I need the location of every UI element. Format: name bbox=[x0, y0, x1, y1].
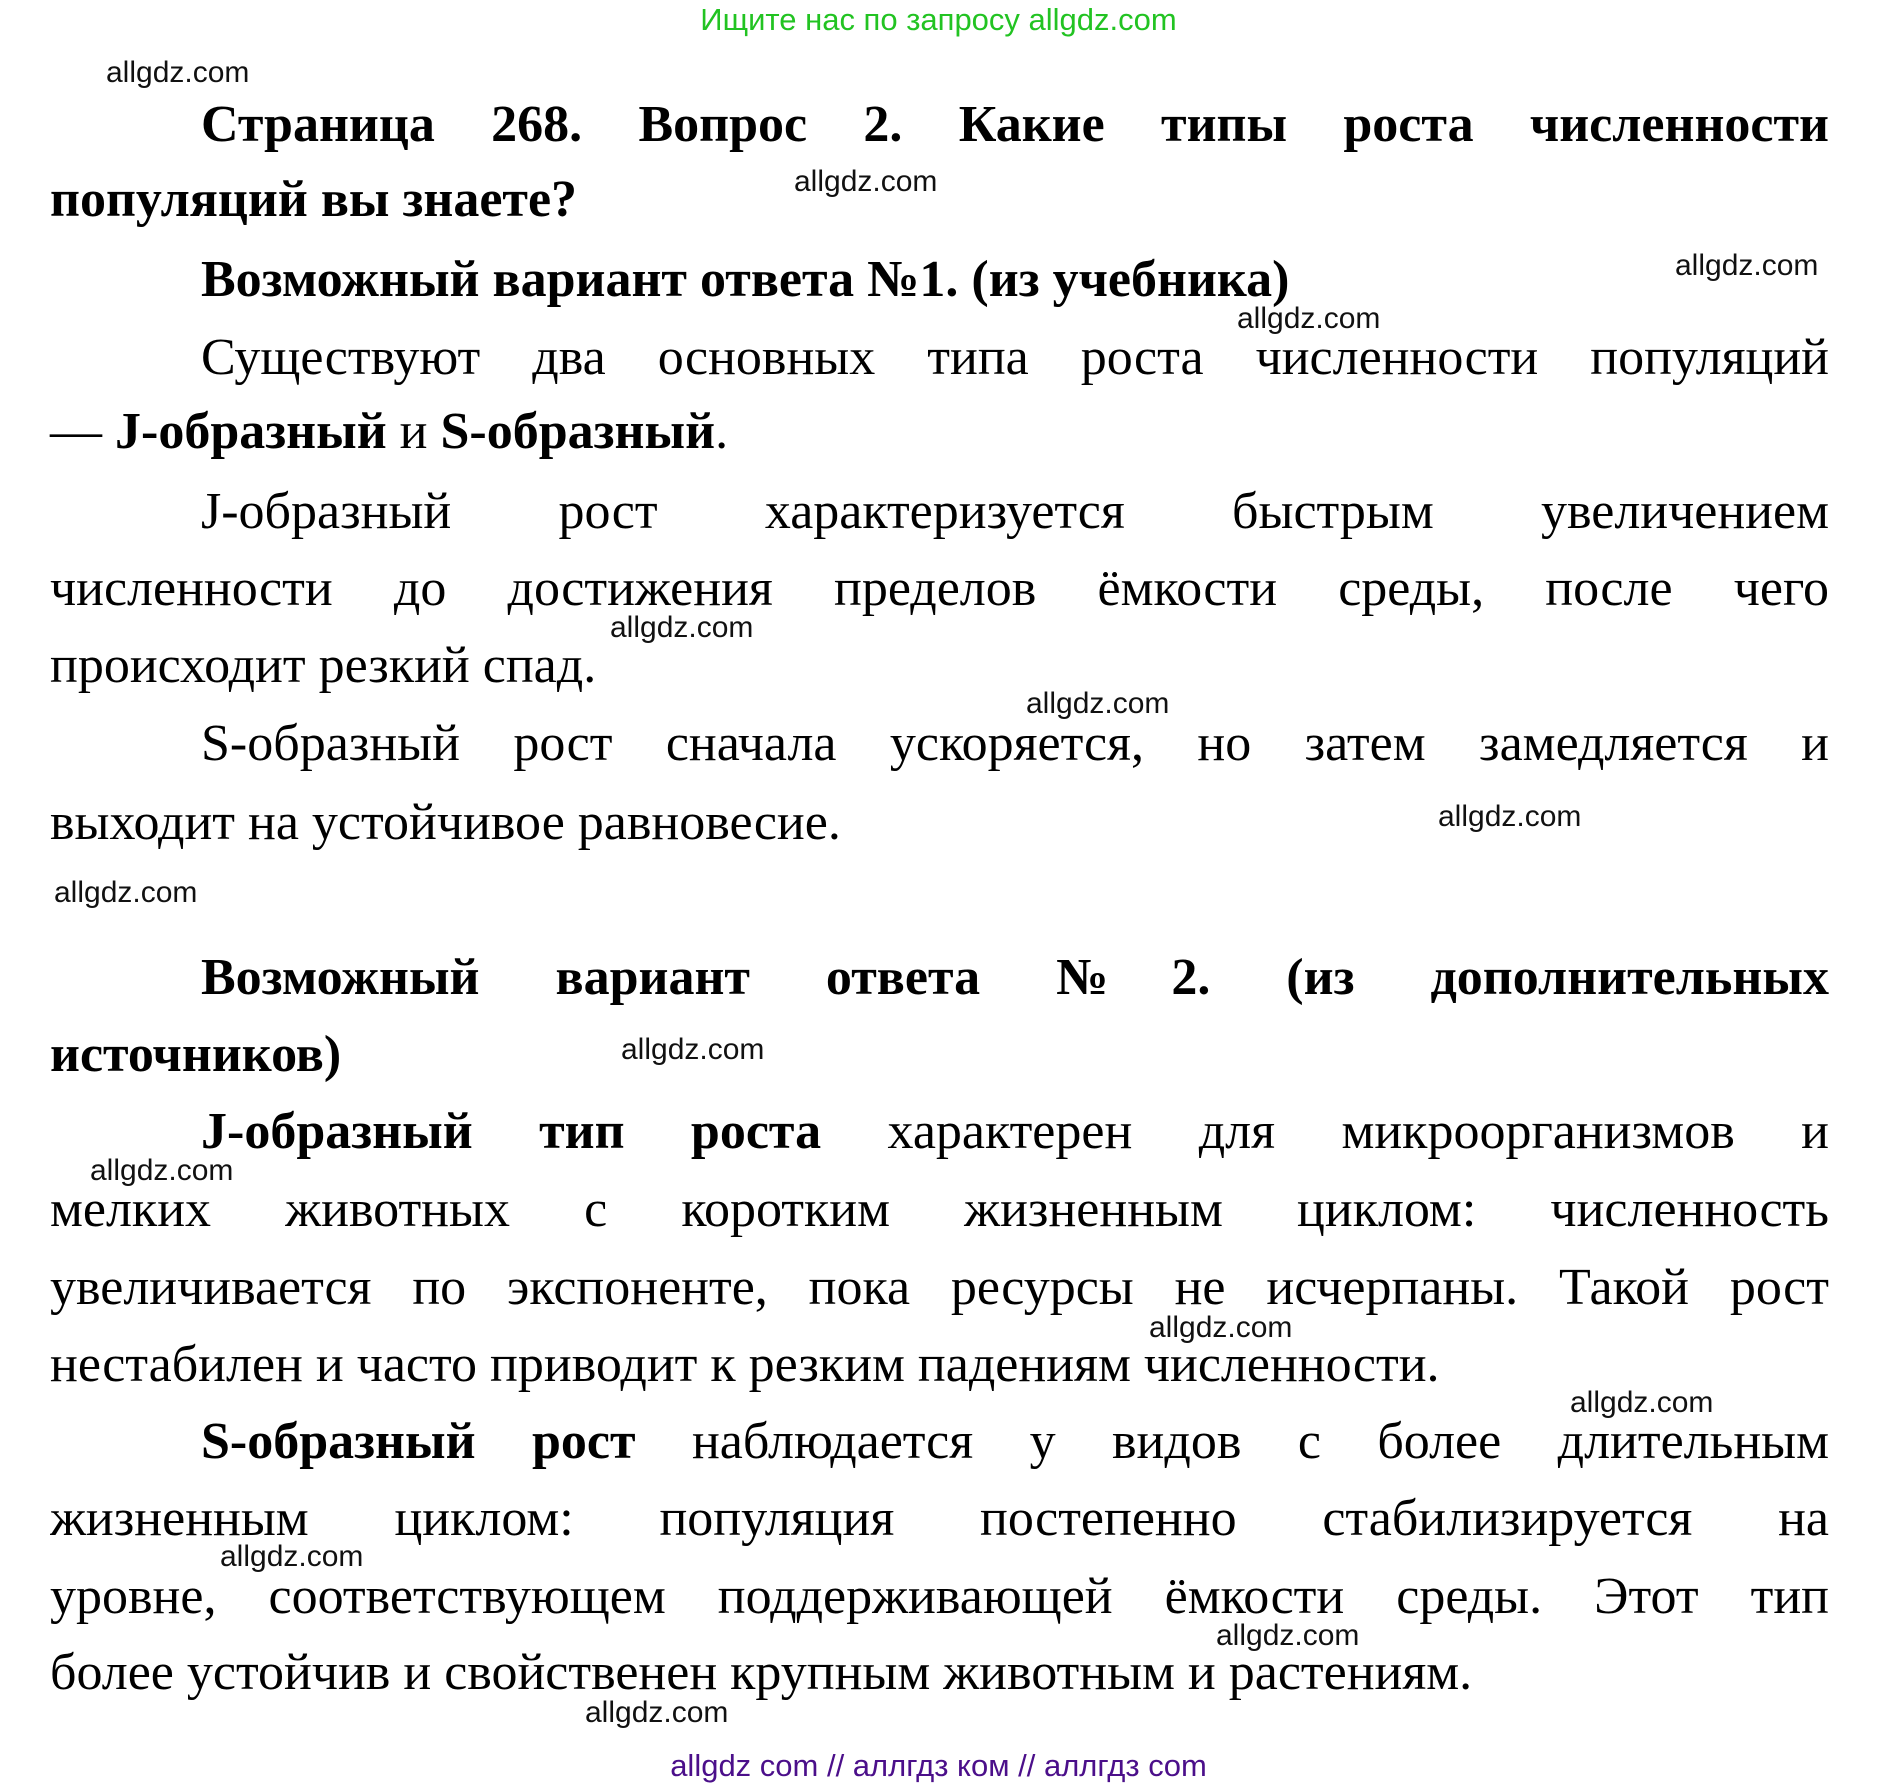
text-line bbox=[50, 1326, 1829, 1403]
text: Существуют два основных типа роста численности популяций bbox=[201, 329, 1829, 386]
text: более устойчив и свойственен крупным животным и растениям. bbox=[50, 1644, 1473, 1701]
watermark-text: allgdz.com bbox=[1570, 1386, 1714, 1419]
text: численности до достижения пределов ёмкости среды, после чего bbox=[50, 560, 1829, 617]
watermark-text: allgdz.com bbox=[621, 1033, 765, 1066]
text-line bbox=[201, 473, 1829, 550]
watermark-text: allgdz.com bbox=[1675, 249, 1819, 282]
text-line bbox=[201, 86, 1829, 163]
text-line bbox=[50, 1171, 1829, 1248]
text-line bbox=[50, 550, 1829, 627]
text-line bbox=[50, 1249, 1829, 1326]
text-line bbox=[50, 627, 1829, 704]
text: — bbox=[50, 403, 115, 460]
watermark-text: allgdz.com bbox=[585, 1696, 729, 1729]
text-line bbox=[201, 705, 1829, 782]
text-line bbox=[50, 1016, 1829, 1093]
text: жизненным циклом: популяция постепенно стабилизируется на bbox=[50, 1490, 1829, 1547]
watermark-text: allgdz.com bbox=[106, 56, 250, 89]
text: наблюдается у видов с более длительным bbox=[635, 1413, 1829, 1470]
bold-text: Страница 268. Вопрос 2. Какие типы роста численности bbox=[201, 96, 1829, 153]
text-line bbox=[201, 939, 1829, 1016]
text: и bbox=[386, 403, 441, 460]
text-line bbox=[201, 1093, 1829, 1170]
text: выходит на устойчивое равновесие. bbox=[50, 794, 841, 851]
watermark-text: allgdz.com bbox=[1026, 687, 1170, 720]
text: J-образный рост характеризуется быстрым увеличением bbox=[201, 483, 1829, 540]
bold-text: J-образный bbox=[115, 403, 387, 460]
text: мелких животных с коротким жизненным циклом: численность bbox=[50, 1181, 1829, 1238]
text-line bbox=[201, 319, 1829, 396]
text-line bbox=[50, 161, 1829, 238]
watermark-text: allgdz.com bbox=[610, 611, 754, 644]
watermark-text: allgdz.com bbox=[220, 1540, 364, 1573]
bold-text: популяций вы знаете? bbox=[50, 171, 578, 228]
bold-text: J-образный тип роста bbox=[201, 1103, 822, 1160]
text-line bbox=[50, 393, 1829, 470]
text: S-образный рост сначала ускоряется, но затем замедляется и bbox=[201, 715, 1829, 772]
bold-text: S-образный рост bbox=[201, 1413, 636, 1470]
watermark-text: allgdz.com bbox=[1438, 800, 1582, 833]
text: . bbox=[715, 403, 729, 460]
text: увеличивается по экспоненте, пока ресурсы не исчерпаны. Такой рост bbox=[50, 1259, 1829, 1316]
watermark-text: allgdz.com bbox=[1237, 302, 1381, 335]
bold-text: Возможный вариант ответа №2. (из дополнительных bbox=[201, 949, 1829, 1006]
bold-text: источников) bbox=[50, 1026, 342, 1083]
text: уровне, соответствующем поддерживающей ёмкости среды. Этот тип bbox=[50, 1568, 1829, 1625]
text: происходит резкий спад. bbox=[50, 637, 597, 694]
bold-text: S-образный bbox=[440, 403, 716, 460]
text: характерен для микроорганизмов и bbox=[821, 1103, 1829, 1160]
watermark-text: allgdz.com bbox=[54, 876, 198, 909]
watermark-text: allgdz.com bbox=[1149, 1311, 1293, 1344]
text-line bbox=[50, 1634, 1829, 1711]
watermark-text: allgdz.com bbox=[1216, 1619, 1360, 1652]
text: нестабилен и часто приводит к резким падениям численности. bbox=[50, 1336, 1440, 1393]
search-banner: Ищите нас по запросу allgdz.com bbox=[700, 2, 1177, 37]
text-line bbox=[201, 241, 1829, 318]
bold-text: Возможный вариант ответа №1. (из учебника) bbox=[201, 251, 1290, 308]
watermark-text: allgdz.com bbox=[794, 165, 938, 198]
watermark-text: allgdz.com bbox=[90, 1154, 234, 1187]
footer-watermark: allgdz com // аллгдз ком // аллгдз com bbox=[670, 1748, 1207, 1783]
